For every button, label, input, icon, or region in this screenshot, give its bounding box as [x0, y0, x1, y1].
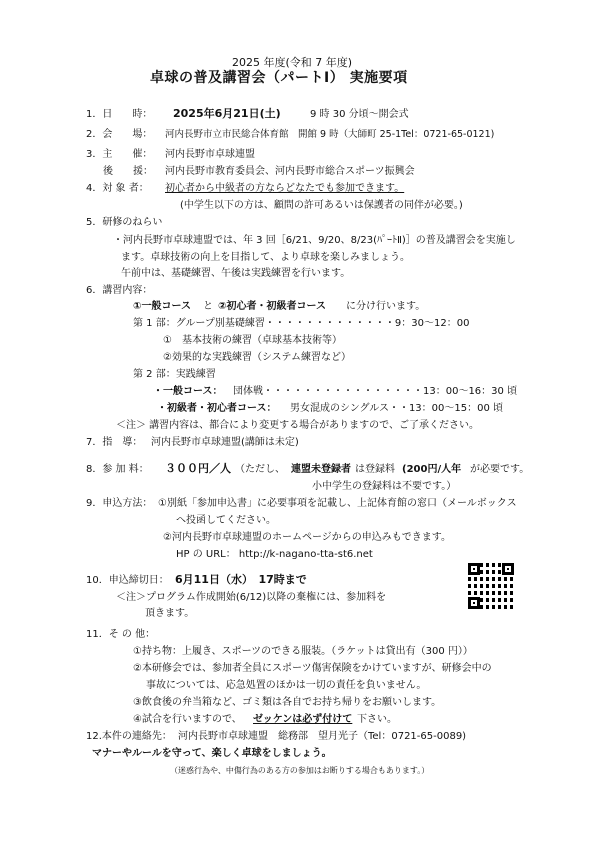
- deadline-label: 10．申込締切日：: [86, 575, 169, 586]
- event-time: 9 時 30 分頃～開会式: [310, 109, 409, 120]
- part-2: 第 2 部：実践練習: [133, 369, 216, 380]
- footnote: （迷惑行為や、中傷行為のある方の参加はお断りする場合もあります。）: [170, 766, 430, 775]
- event-date: 2025年6月21日(土): [173, 107, 281, 120]
- course-beginner: ②初心者・初級者コース: [218, 301, 326, 312]
- other-item-4c: 下さい。: [357, 714, 397, 725]
- application-label: 9．申込方法：: [86, 498, 153, 509]
- sponsor-text: 河内長野市教育委員会、河内長野市総合スポーツ振興会: [165, 166, 415, 177]
- closing-message: マナーやルールを守って、楽しく卓球をしましょう。: [92, 748, 332, 759]
- fee-text-c: は登録料: [355, 464, 395, 475]
- part-1-item-2: ②効果的な実践練習（システム練習など）: [163, 352, 351, 363]
- application-line-2: へ投函してください。: [176, 515, 276, 526]
- eligibility-label: 4．対 象 者：: [86, 183, 149, 194]
- other-item-2-cont: 事故については、応急処置のほかは一切の責任を負いません。: [146, 680, 427, 691]
- content-note: ＜注＞ 講習内容は、都合により変更する場合がありますので、ご了承ください。: [116, 420, 479, 431]
- deadline-date: 6月11日（水） 17時まで: [175, 573, 307, 586]
- fee-text-b: 連盟未登録者: [291, 464, 351, 475]
- part-2-beginner-text: 男女混成のシングルス・・13：00～15：00 頃: [290, 403, 504, 414]
- fee-amount: ３００円／人: [165, 462, 231, 475]
- other-label: 11．そ の 他：: [86, 629, 156, 640]
- other-item-1: ①持ち物：上履き、スポーツのできる服装。（ラケットは貸出有（300 円））: [133, 646, 473, 657]
- content-label: 6．講習内容：: [86, 285, 153, 296]
- deadline-note-1: ＜注＞プログラム作成開始(6/12)以降の棄権には、参加料を: [116, 592, 387, 603]
- course-tail: に分け行います。: [346, 301, 426, 312]
- organizer-label: 3．主 催：: [86, 149, 153, 160]
- application-line-3: ②河内長野市卓球連盟のホームページからの申込みもできます。: [163, 532, 451, 543]
- page-title: 卓球の普及講習会（パートⅠ） 実施要項: [150, 70, 408, 86]
- homepage-url[interactable]: HP の URL： http://k-nagano-tta-st6.net: [176, 549, 373, 560]
- purpose-line-3: 午前中は、基礎練習、午後は実践練習を行います。: [121, 268, 351, 279]
- contact-text: 河内長野市卓球連盟 総務部 望月光子（Tel：0721-65-0089): [178, 731, 467, 742]
- fee-note: 小中学生の登録料は不要です。）: [312, 481, 457, 492]
- other-item-2: ②本研修会では、参加者全員にスポーツ傷害保険をかけていますが、研修会中の: [133, 663, 492, 674]
- venue-text: 河内長野市立市民総合体育館 開館 9 時（大師町 25-1Tel：0721-65-0121): [165, 129, 495, 140]
- purpose-line-1: ・河内長野市卓球連盟では、年 3 回［6/21、9/20、8/23(ﾊﾟｰﾄⅡ)］の普及講習会を実施し: [113, 235, 516, 246]
- contact-label: 12.本件の連絡先：: [86, 731, 172, 742]
- part-1: 第 1 部：グループ別基礎練習・・・・・・・・・・・・・9：30～12：00: [133, 318, 470, 329]
- application-line-1: ①別紙「参加申込書」に必要事項を記載し、上記体育館の窓口（メールボックス: [158, 498, 517, 509]
- instructor-text: 河内長野市卓球連盟(講師は未定): [151, 437, 299, 448]
- purpose-line-2: ます。卓球技術の向上を目指して、より卓球を楽しみましょう。: [121, 252, 410, 263]
- part-1-item-1: ① 基本技術の練習（卓球基本技術等）: [163, 335, 342, 346]
- venue-label: 2．会 場：: [86, 129, 153, 140]
- instructor-label: 7．指 導：: [86, 437, 143, 448]
- other-item-4a: ④試合を行いますので、: [133, 714, 242, 725]
- fiscal-year: 2025 年度(令和 7 年度): [232, 56, 353, 69]
- fee-text-d: (200円/人年: [402, 464, 462, 475]
- part-2-general-text: 団体戦・・・・・・・・・・・・・・・・13：00～16：30 頃: [233, 386, 518, 397]
- eligibility-note: (中学生以下の方は、顧問の許可あるいは保護者の同伴が必要。): [180, 200, 463, 211]
- qr-code[interactable]: [468, 563, 514, 609]
- part-2-general-label: ・一般コース：: [153, 386, 223, 397]
- course-and: と: [203, 301, 213, 312]
- fee-text-a: （ただし、: [235, 464, 285, 475]
- course-general: ①一般コース: [133, 301, 191, 312]
- purpose-label: 5．研修のねらい: [86, 217, 163, 228]
- sponsor-label: 後 援：: [103, 166, 153, 177]
- eligibility-text: 初心者から中級者の方ならどなたでも参加できます。: [165, 183, 405, 194]
- fee-text-e: が必要です。: [470, 464, 530, 475]
- deadline-note-2: 頂きます。: [145, 608, 195, 619]
- fee-label: 8．参 加 料：: [86, 464, 149, 475]
- date-label: 1．日 時：: [86, 109, 153, 120]
- part-2-beginner-label: ・初級者・初心者コース：: [157, 403, 277, 414]
- other-item-3: ③飲食後の弁当箱など、ゴミ類は各自でお持ち帰りをお願いします。: [133, 697, 442, 708]
- organizer-text: 河内長野市卓球連盟: [165, 149, 255, 160]
- other-item-4b: ゼッケンは必ず付けて: [253, 714, 353, 725]
